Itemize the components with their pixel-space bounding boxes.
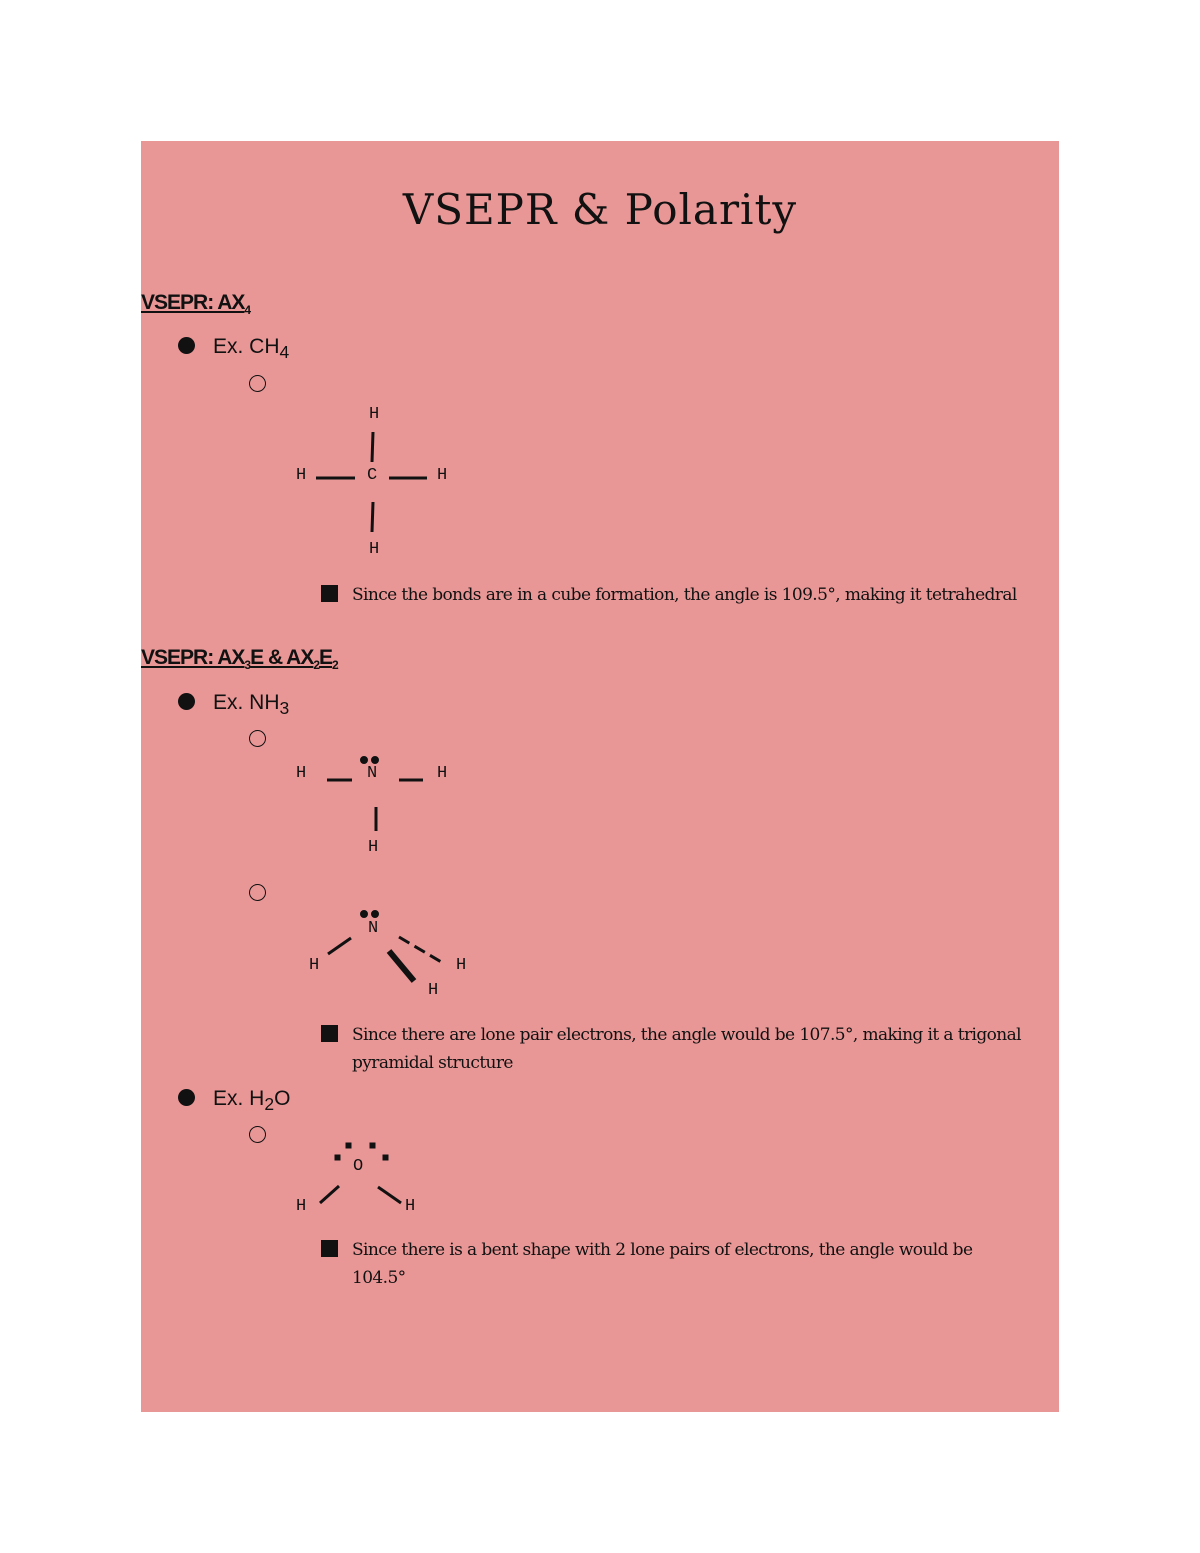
heading-subscript: 4 bbox=[244, 303, 251, 318]
atom-h-right: H bbox=[437, 466, 448, 485]
heading-text: VSEPR: AX bbox=[141, 646, 245, 669]
section-heading-ax3e-ax2e2 bbox=[141, 646, 338, 672]
note-text: Since the bonds are in a cube formation, the angle is 109.5°, making it tetrahedral bbox=[352, 585, 1017, 605]
lone-pair-dot bbox=[361, 757, 368, 764]
example-subscript: 4 bbox=[279, 342, 290, 363]
atom-h-left: H bbox=[296, 764, 307, 783]
example-text: Ex. CH bbox=[213, 335, 280, 358]
atom-h-right: H bbox=[456, 956, 467, 975]
heading-subscript: 3 bbox=[244, 658, 251, 673]
bond-line bbox=[320, 1186, 339, 1203]
bullet-nh3 bbox=[178, 691, 289, 719]
hollow-bullet-icon bbox=[249, 730, 266, 747]
atom-n: N bbox=[368, 919, 379, 938]
bullet-icon bbox=[178, 693, 195, 710]
wedge-bond bbox=[389, 951, 414, 981]
lone-pair-dot bbox=[383, 1155, 388, 1160]
note-text: Since there are lone pair electrons, the angle would be 107.5°, making it a trigonal bbox=[352, 1025, 1021, 1045]
note-text: 104.5° bbox=[352, 1268, 406, 1288]
bullet-ch4 bbox=[178, 335, 289, 363]
heading-subscript: 2 bbox=[313, 658, 320, 673]
square-bullet-icon bbox=[321, 1025, 338, 1042]
example-text: Ex. H bbox=[213, 1087, 265, 1110]
atom-c: C bbox=[367, 466, 378, 485]
lone-pair-dot bbox=[361, 911, 368, 918]
lone-pair-dot bbox=[370, 1143, 375, 1148]
lone-pair-dot bbox=[372, 757, 379, 764]
atom-h-left: H bbox=[296, 466, 307, 485]
bond-line bbox=[372, 432, 373, 462]
note-text: Since there is a bent shape with 2 lone pairs of electrons, the angle would be bbox=[352, 1240, 973, 1260]
atom-h-left: H bbox=[309, 956, 320, 975]
note-nh3 bbox=[321, 1021, 1021, 1077]
lone-pair-dot bbox=[372, 911, 379, 918]
hollow-bullet-icon bbox=[249, 884, 266, 901]
bullet-icon bbox=[178, 1089, 195, 1106]
heading-subscript: 2 bbox=[332, 658, 338, 673]
square-bullet-icon bbox=[321, 1240, 338, 1257]
hollow-bullet-icon bbox=[249, 1126, 266, 1143]
example-subscript: 3 bbox=[279, 698, 290, 719]
atom-h-bottom: H bbox=[369, 540, 380, 559]
atom-h-bottom: H bbox=[428, 981, 439, 1000]
document-page bbox=[141, 141, 1059, 1412]
bullet-icon bbox=[178, 337, 195, 354]
note-text: pyramidal structure bbox=[352, 1053, 513, 1073]
bullet-h2o bbox=[178, 1087, 290, 1115]
atom-h-left: H bbox=[296, 1197, 307, 1216]
square-bullet-icon bbox=[321, 585, 338, 602]
note-ch4 bbox=[321, 581, 1017, 609]
heading-text: VSEPR: AX bbox=[141, 291, 245, 314]
molecule-bonds bbox=[141, 141, 1059, 1412]
example-text: Ex. NH bbox=[213, 691, 280, 714]
bond-line bbox=[372, 502, 373, 532]
dash-bond bbox=[399, 937, 443, 963]
page-title: VSEPR & Polarity bbox=[402, 185, 798, 234]
atom-h-top: H bbox=[369, 405, 380, 424]
heading-text: E bbox=[319, 646, 333, 669]
bond-line bbox=[328, 938, 351, 954]
atom-h-bottom: H bbox=[368, 838, 379, 857]
heading-text: E & AX bbox=[250, 646, 314, 669]
atom-h-right: H bbox=[405, 1197, 416, 1216]
hollow-bullet-icon bbox=[249, 375, 266, 392]
example-text: O bbox=[274, 1087, 291, 1110]
atom-h-right: H bbox=[437, 764, 448, 783]
lone-pair-dot bbox=[335, 1155, 340, 1160]
atom-o: O bbox=[353, 1157, 364, 1176]
bond-line bbox=[378, 1187, 401, 1203]
atom-n: N bbox=[367, 764, 378, 783]
section-heading-ax4 bbox=[141, 291, 250, 317]
note-h2o bbox=[321, 1236, 972, 1292]
lone-pair-dot bbox=[346, 1143, 351, 1148]
example-subscript: 2 bbox=[264, 1094, 275, 1115]
